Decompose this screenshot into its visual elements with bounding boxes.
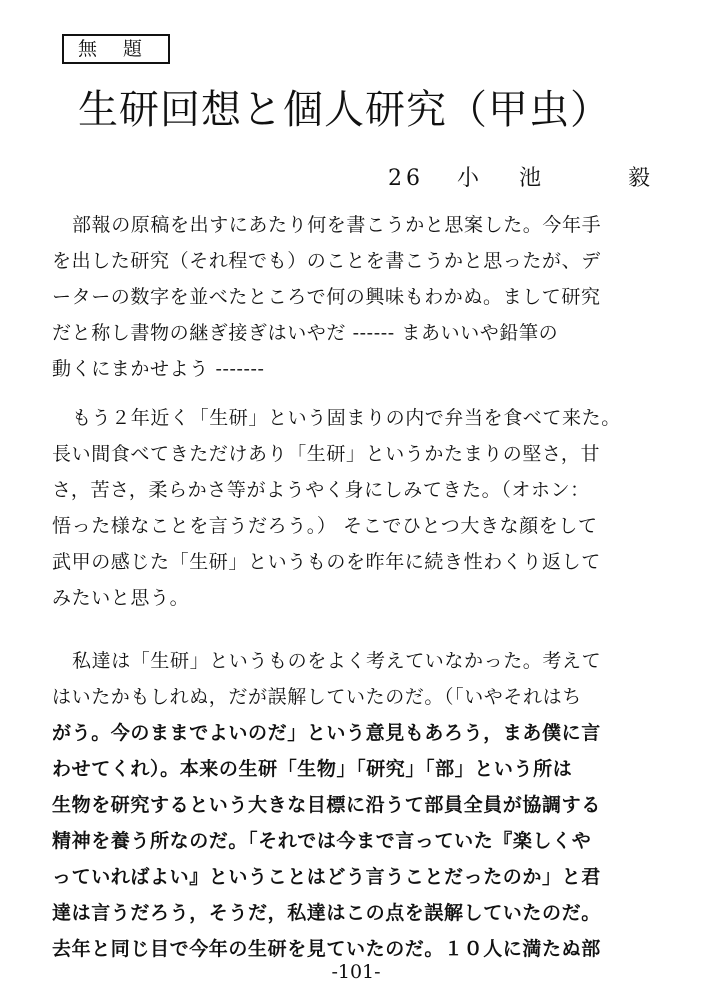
author-line (388, 162, 688, 196)
paragraph-2 (52, 400, 664, 616)
text-line: 精神を養う所なのだ。「それでは今まで言っていた『楽しくや (52, 830, 592, 852)
author-number: 26 (388, 166, 424, 191)
text-line: っていればよい』ということはどう言うことだったのか」と君 (52, 866, 601, 888)
text-line: はいたかもしれぬ，だが誤解していたのだ。（「いやそれはち (52, 686, 582, 708)
text-line: 部報の原稿を出すにあたり何を書こうかと思案した。今年手 (72, 214, 602, 236)
text-line: さ，苦さ，柔らかさ等がようやく身にしみてきた。（オホン： (52, 479, 590, 501)
page-number: -101- (331, 961, 381, 983)
paragraph-3 (52, 643, 664, 967)
author-name: 小池 毅 (457, 166, 690, 191)
text-line: 達は言うだろう，そうだ，私達はこの点を誤解していたのだ。 (52, 902, 601, 924)
text-line: わせてくれ）。本来の生研「生物」「研究」「部」という所は (52, 758, 573, 780)
section-tag: 無題 (62, 34, 170, 64)
text-line: 去年と同じ目で今年の生研を見ていたのだ。１０人に満たぬ部 (52, 938, 601, 960)
article-title: 生研回想と個人研究（甲虫） (78, 87, 611, 133)
text-line: 悟った様なことを言うだろう。） そこでひとつ大きな顔をして (52, 515, 598, 537)
text-line: 動くにまかせよう ------- (52, 358, 265, 380)
text-line: みたいと思う。 (52, 587, 190, 609)
text-line: 生物を研究するという大きな目標に沿うて部員全員が協調する (52, 794, 601, 816)
text-line: 長い間食べてきただけあり「生研」というかたまりの堅さ，甘 (52, 443, 601, 465)
text-line: 武甲の感じた「生研」というものを昨年に続き性わくり返して (52, 551, 601, 573)
text-line: もう２年近く「生研」という固まりの内で弁当を食べて来た。 (72, 407, 621, 429)
text-line: だと称し書物の継ぎ接ぎはいやだ ------ まあいいや鉛筆の (52, 322, 559, 344)
paragraph-1 (52, 207, 664, 387)
text-line: がう。今のままでよいのだ」という意見もあろう，まあ僕に言 (52, 722, 601, 744)
text-line: 私達は「生研」というものをよく考えていなかった。考えて (72, 650, 602, 672)
text-line: ーターの数字を並べたところで何の興味もわかぬ。まして研究 (52, 286, 601, 308)
text-line: を出した研究（それ程でも）のことを書こうかと思ったが、デ (52, 250, 601, 272)
